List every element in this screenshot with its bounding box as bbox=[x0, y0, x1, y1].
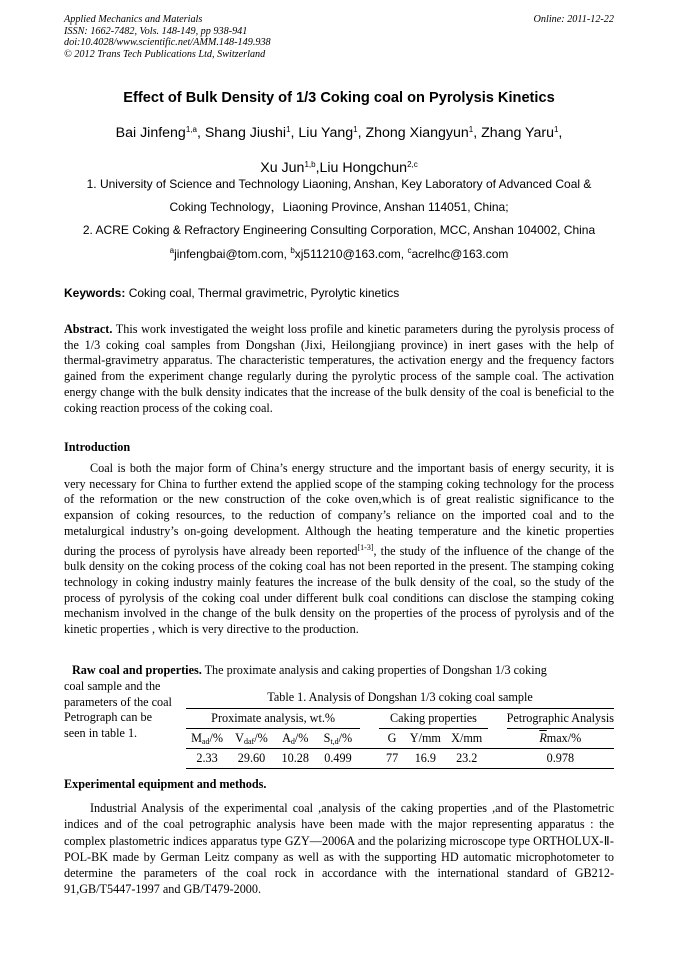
email-c: acrelhc@163.com bbox=[411, 247, 509, 261]
cell-rmax: 0.978 bbox=[507, 749, 614, 769]
cell-mad: 2.33 bbox=[186, 749, 228, 769]
doi-line: doi:10.4028/www.scientific.net/AMM.148-149.938 bbox=[64, 37, 271, 49]
author-affil-sup: 1,a bbox=[185, 125, 197, 134]
intro-text-part-2: , the study of the influence of the change of the bulk density on the coking process of the coking coal has not been reported in the present. The stamping coking technology in coking industry mainly features the increase of the bulk density of the coal, so the study of the process of pyrolysis of the coking coal under different bulk coal conditions can disclose the stamping coking mechanism involved in the change of the bulk density on the properties of the process of pyrolysis and of the kinetic properties , which is very directive to the production. bbox=[64, 543, 614, 637]
abstract-text: This work investigated the weight loss profile and kinetic parameters during the pyrolysis process of the 1/3 coking coal samples from Dongshan (Jixi, Heilongjiang province) in inert gases with the help of thermal-gravimetry apparatus. The characteristic temperatures, the activation energy and the frequency factors gained from the experiment change regularly during the pyrolytic process of the sample coal. The activation energy change with the bulk density indicates that the increase of the bulk density of the coal is beneficial to the coking reaction process of the coking coal. bbox=[64, 322, 614, 415]
author-name: Xu Jun bbox=[260, 160, 305, 176]
group-petrographic: Petrographic Analysis bbox=[507, 709, 614, 729]
table-column-header-row bbox=[186, 729, 614, 749]
raw-coal-line bbox=[64, 663, 614, 679]
keywords-text: Coking coal, Thermal gravimetric, Pyrolytic kinetics bbox=[125, 286, 400, 300]
citation: [1-3] bbox=[357, 542, 374, 552]
col-y: Y/mm bbox=[406, 729, 445, 749]
affiliation-2: 2. ACRE Coking & Refractory Engineering Consulting Corporation, MCC, Anshan 104002, China bbox=[82, 223, 596, 237]
author-affil-sup: 1 bbox=[468, 125, 474, 134]
keywords bbox=[64, 286, 399, 300]
author-name: , Liu Yang bbox=[290, 125, 354, 141]
author-affil-sup: 1 bbox=[553, 125, 559, 134]
email-sup: b bbox=[290, 246, 295, 255]
author-name: Bai Jinfeng bbox=[115, 125, 186, 141]
col-ad: $A_d/\%$ bbox=[275, 729, 316, 749]
col-g: G bbox=[379, 729, 406, 749]
author-name: ,Liu Hongchun bbox=[315, 160, 408, 176]
introduction-paragraph bbox=[64, 461, 614, 638]
journal-name: Applied Mechanics and Materials bbox=[64, 14, 203, 25]
raw-coal-label: Raw coal and properties. bbox=[72, 663, 202, 677]
methods-paragraph bbox=[64, 800, 614, 898]
table-group-header-row bbox=[186, 709, 614, 729]
online-date: Online: 2011-12-22 bbox=[533, 14, 614, 25]
email-b: xj511210@163.com, bbox=[294, 247, 408, 261]
keywords-label: Keywords: bbox=[64, 286, 126, 300]
email-a: jinfengbai@tom.com, bbox=[174, 247, 291, 261]
analysis-table bbox=[186, 708, 614, 769]
table-caption: Table 1. Analysis of Dongshan 1/3 coking coal sample bbox=[267, 690, 533, 704]
cell-g: 77 bbox=[379, 749, 406, 769]
methods-text: Industrial Analysis of the experimental coal ,analysis of the caking properties ,and of the Plastometric indices and of the coal petrographic analysis have been made with the major representing apparatus : the complex plastometric indices apparatus type GZY—2006A and the polarizing microscope type ORTHOLUX-Ⅱ-POL-BK made by German Leitz company as well as with the supporting HD automatic microphotometer to determine the parameters of the coal rock in accordance with the international standard of GB212-91,GB/T5447-1997 and GB/T479-2000. bbox=[64, 801, 614, 897]
col-vdaf: $V_{daf}/\%$ bbox=[228, 729, 275, 749]
paper-title: Effect of Bulk Density of 1/3 Coking coal on Pyrolysis Kinetics bbox=[123, 90, 555, 106]
cell-y: 16.9 bbox=[406, 749, 445, 769]
table-row bbox=[186, 749, 614, 769]
author-name: , Zhong Xiangyun bbox=[357, 125, 469, 141]
col-mad: $M_{ad}/\%$ bbox=[186, 729, 228, 749]
abstract-label: Abstract. bbox=[64, 322, 113, 336]
introduction-heading: Introduction bbox=[64, 440, 131, 454]
affiliation-1-line-1: 1. University of Science and Technology Liaoning, Anshan, Key Laboratory of Advanced Coal & bbox=[86, 177, 592, 191]
cell-ad: 10.28 bbox=[275, 749, 316, 769]
copyright-line: © 2012 Trans Tech Publications Ltd, Switzerland bbox=[64, 48, 266, 60]
email-sup: a bbox=[169, 246, 175, 255]
cell-vdaf: 29.60 bbox=[228, 749, 275, 769]
col-x: X/mm bbox=[445, 729, 488, 749]
affiliation-1 bbox=[40, 173, 638, 219]
raw-coal-side-text: coal sample and the parameters of the coal Petrograph can be seen in table 1. bbox=[64, 679, 172, 741]
author-name: , Shang Jiushi bbox=[196, 125, 287, 141]
author-affil-sup: 1 bbox=[353, 125, 358, 134]
affiliation-1-line-2: Coking Technology，Liaoning Province, Anshan 114051, China; bbox=[169, 200, 509, 214]
author-affil-sup: 1,b bbox=[304, 160, 316, 169]
cell-x: 23.2 bbox=[445, 749, 488, 769]
journal-header bbox=[64, 14, 271, 60]
abstract bbox=[64, 322, 614, 416]
email-list bbox=[40, 246, 638, 261]
raw-coal-text: The proximate analysis and caking properties of Dongshan 1/3 coking bbox=[201, 663, 547, 677]
issn-line: ISSN: 1662-7482, Vols. 148-149, pp 938-941 bbox=[64, 25, 248, 37]
author-name: , Zhang Yaru bbox=[473, 125, 554, 141]
cell-std: 0.499 bbox=[316, 749, 361, 769]
group-proximate: Proximate analysis, wt.% bbox=[186, 709, 360, 729]
group-caking: Caking properties bbox=[379, 709, 489, 729]
author-affil-sup: 2,c bbox=[407, 160, 418, 169]
author-affil-sup: 1 bbox=[286, 125, 291, 134]
col-rmax: $\overline{R}\max/\%$ bbox=[507, 729, 614, 749]
intro-text-part-1: Coal is both the major form of China’s energy structure and the important basis of energy security, it is very necessary for China to further extend the applied scope of the stamping coking technology for the process of the reformation or the new construction of the coke oven,which is of great realistic significance to the expansion of coking resources, to the reduction of company’s reliance on the imported coal and to the metalurgical industry’s on-going development. Although the heating temperature and the kinetic properties during the process of pyrolysis have already been reported bbox=[64, 461, 614, 558]
col-std: $S_{t,d}/\%$ bbox=[316, 729, 361, 749]
methods-heading: Experimental equipment and methods. bbox=[64, 777, 267, 791]
email-sup: c bbox=[407, 246, 412, 255]
author-separator: , bbox=[558, 125, 563, 141]
